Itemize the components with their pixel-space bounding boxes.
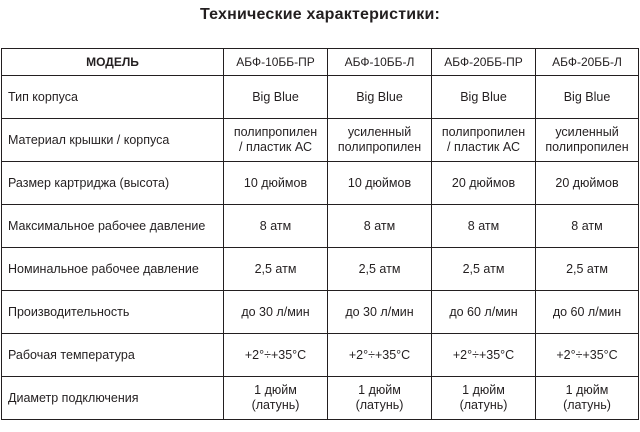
parameter-label: Тип корпуса xyxy=(2,76,224,119)
value-line: Big Blue xyxy=(252,89,299,104)
parameter-label: Диаметр подключения xyxy=(2,377,224,420)
value-line: 1 дюйм xyxy=(254,383,297,397)
parameter-label: Рабочая температура xyxy=(2,334,224,377)
page-title: Технические характеристики: xyxy=(199,6,441,23)
value-line: 8 атм xyxy=(259,218,292,233)
value-cell xyxy=(328,205,432,248)
value-line: до 30 л/мин xyxy=(241,304,310,319)
value-line: Big Blue xyxy=(563,89,611,104)
value-cell xyxy=(224,248,328,291)
value-cell xyxy=(328,76,432,119)
value-line: (латунь) xyxy=(563,398,611,412)
value-cell xyxy=(224,119,328,162)
value-line: (латунь) xyxy=(355,398,404,412)
model-header-abf-20bb-l: АБФ-20ББ-Л xyxy=(536,49,639,76)
parameter-label: Номинальное рабочее давление xyxy=(2,248,224,291)
value-line: 20 дюймов xyxy=(451,175,516,190)
value-line: до 60 л/мин xyxy=(449,304,518,319)
parameter-label: Производительность xyxy=(2,291,224,334)
value-line: 2,5 атм xyxy=(358,261,401,276)
value-line: 1 дюйм xyxy=(358,383,401,397)
value-cell xyxy=(224,291,328,334)
value-line: усиленный xyxy=(555,125,619,139)
value-cell xyxy=(224,205,328,248)
value-cell xyxy=(536,377,639,420)
value-line: +2°÷+35°С xyxy=(452,347,515,362)
value-line: полипропилен xyxy=(441,125,526,139)
value-line: 2,5 атм xyxy=(254,261,297,276)
value-cell xyxy=(536,248,639,291)
value-line: 8 атм xyxy=(571,218,603,233)
value-line: до 30 л/мин xyxy=(345,304,414,319)
specifications-table xyxy=(1,48,639,420)
value-cell xyxy=(328,162,432,205)
value-line: 8 атм xyxy=(467,218,500,233)
table-row xyxy=(2,377,639,420)
value-cell xyxy=(224,162,328,205)
value-cell xyxy=(536,119,639,162)
parameter-label: Размер картриджа (высота) xyxy=(2,162,224,205)
value-cell xyxy=(536,162,639,205)
value-line: (латунь) xyxy=(459,398,508,412)
model-column-header: МОДЕЛЬ xyxy=(2,49,224,76)
value-cell xyxy=(536,291,639,334)
value-cell xyxy=(328,377,432,420)
value-cell xyxy=(536,205,639,248)
value-cell xyxy=(224,334,328,377)
value-cell xyxy=(432,119,536,162)
value-line: усиленный xyxy=(347,125,412,139)
table-row xyxy=(2,205,639,248)
value-line: до 60 л/мин xyxy=(552,304,622,319)
value-cell xyxy=(536,334,639,377)
parameter-label: Материал крышки / корпуса xyxy=(2,119,224,162)
value-line: +2°÷+35°С xyxy=(348,347,411,362)
value-cell xyxy=(432,248,536,291)
value-line: (латунь) xyxy=(251,398,300,412)
table-row xyxy=(2,334,639,377)
table-row xyxy=(2,162,639,205)
model-header-abf-10bb-l: АБФ-10ББ-Л xyxy=(328,49,432,76)
value-line: 1 дюйм xyxy=(565,383,609,397)
value-cell xyxy=(432,291,536,334)
value-line: полипропилен xyxy=(233,125,318,139)
table-row xyxy=(2,248,639,291)
table-body xyxy=(2,76,639,420)
value-cell xyxy=(328,119,432,162)
value-cell xyxy=(432,377,536,420)
value-line: Big Blue xyxy=(460,89,507,104)
value-line: / пластик АС xyxy=(447,140,520,154)
value-line: 2,5 атм xyxy=(566,261,608,276)
value-cell xyxy=(432,162,536,205)
value-line: полипропилен xyxy=(337,140,422,154)
model-header-abf-20bb-pr: АБФ-20ББ-ПР xyxy=(432,49,536,76)
value-cell xyxy=(432,334,536,377)
value-cell xyxy=(432,76,536,119)
table-header xyxy=(2,49,639,76)
value-cell xyxy=(328,248,432,291)
value-line: 10 дюймов xyxy=(347,175,412,190)
value-line: / пластик АС xyxy=(239,140,312,154)
value-line: +2°÷+35°С xyxy=(244,347,307,362)
value-line: 20 дюймов xyxy=(555,175,619,190)
model-header-abf-10bb-pr: АБФ-10ББ-ПР xyxy=(224,49,328,76)
value-line: 8 атм xyxy=(363,218,396,233)
value-cell xyxy=(328,334,432,377)
value-cell xyxy=(536,76,639,119)
value-cell xyxy=(432,205,536,248)
value-line: Big Blue xyxy=(356,89,403,104)
value-line: 10 дюймов xyxy=(243,175,308,190)
value-line: 1 дюйм xyxy=(462,383,505,397)
value-line: полипропилен xyxy=(545,140,629,154)
header-row xyxy=(2,49,639,76)
table-row xyxy=(2,291,639,334)
value-cell xyxy=(224,76,328,119)
table-row xyxy=(2,76,639,119)
value-line: 2,5 атм xyxy=(462,261,505,276)
parameter-label: Максимальное рабочее давление xyxy=(2,205,224,248)
table-row xyxy=(2,119,639,162)
value-cell xyxy=(224,377,328,420)
value-cell xyxy=(328,291,432,334)
value-line: +2°÷+35°С xyxy=(556,347,618,362)
